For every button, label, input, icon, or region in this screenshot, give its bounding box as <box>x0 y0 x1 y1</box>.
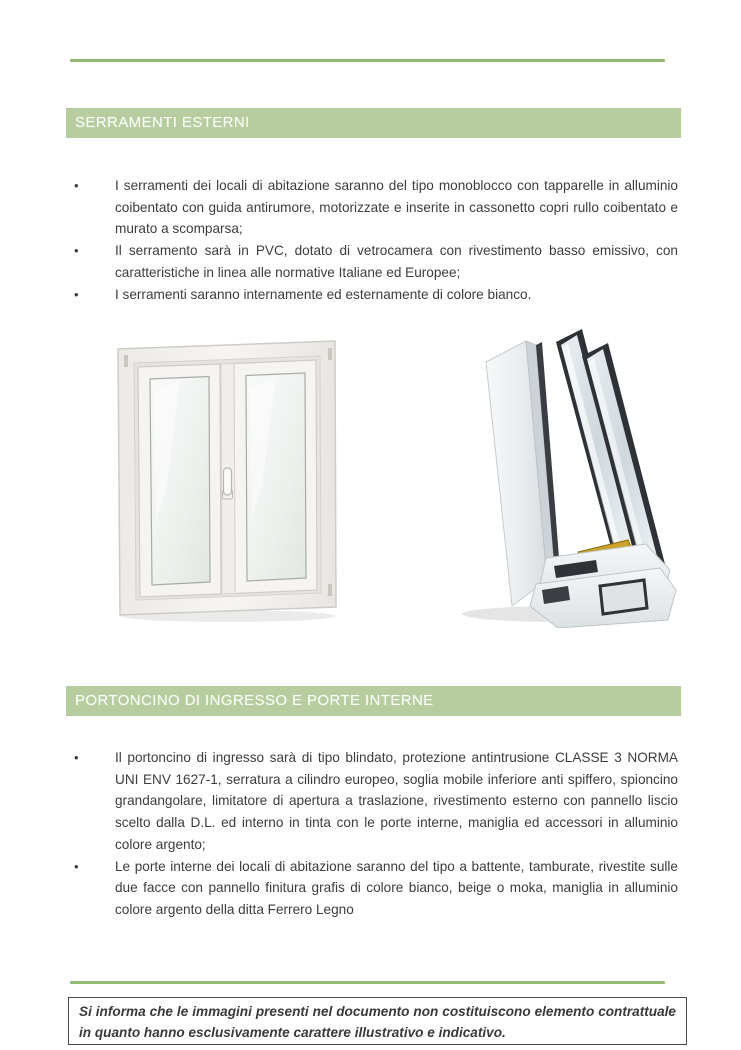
section-header-portoncino <box>66 686 681 716</box>
disclaimer-box <box>68 997 687 1045</box>
pvc-window-photo <box>110 332 344 624</box>
list-item: • Le porte interne dei locali di abitazione saranno del tipo a battente, tamburate, rivestite sulle due facce con pannello finitura grafis di colore bianco, beige o moka, maniglia in alluminio colore argento della ditta Ferrero Legno <box>66 856 678 921</box>
list-item: • Il portoncino di ingresso sarà di tipo blindato, protezione antintrusione CLASSE 3 NORMA UNI ENV 1627-1, serratura a cilindro europeo, soglia mobile inferiore anti spiffero, spioncino grandangolare, limitatore di apertura a traslazione, rivestimento esterno con pannello liscio scelto dalla D.L. ed interno in tinta con le porte interne, maniglia ed accessori in alluminio colore argento; <box>66 747 678 856</box>
bullet-list-serramenti <box>66 175 678 305</box>
disclaimer-text: Si informa che le immagini presenti nel documento non costituiscono elemento contrattuale in quanto hanno esclusivamente carattere illustrativo e indicativo. <box>79 1004 676 1040</box>
bottom-divider-line <box>70 981 665 984</box>
list-item: • I serramenti saranno internamente ed esternamente di colore bianco. <box>66 284 678 306</box>
section-title-serramenti: SERRAMENTI ESTERNI <box>75 114 250 131</box>
top-divider-line <box>70 59 665 62</box>
pvc-window-illustration <box>110 332 344 624</box>
pvc-profile-cutaway-photo <box>450 314 680 628</box>
bullet-list-portoncino <box>66 747 678 921</box>
list-item: • Il serramento sarà in PVC, dotato di vetrocamera con rivestimento basso emissivo, con caratteristiche in linea alle normative Italiane ed Europee; <box>66 240 678 283</box>
section-header-serramenti <box>66 108 681 138</box>
pvc-profile-illustration <box>450 314 680 628</box>
section-title-portoncino: PORTONCINO DI INGRESSO E PORTE INTERNE <box>75 692 434 709</box>
list-item: • I serramenti dei locali di abitazione saranno del tipo monoblocco con tapparelle in alluminio coibentato con guida antirumore, motorizzate e inserite in cassonetto copri rullo coibentato e murato a scomparsa; <box>66 175 678 240</box>
